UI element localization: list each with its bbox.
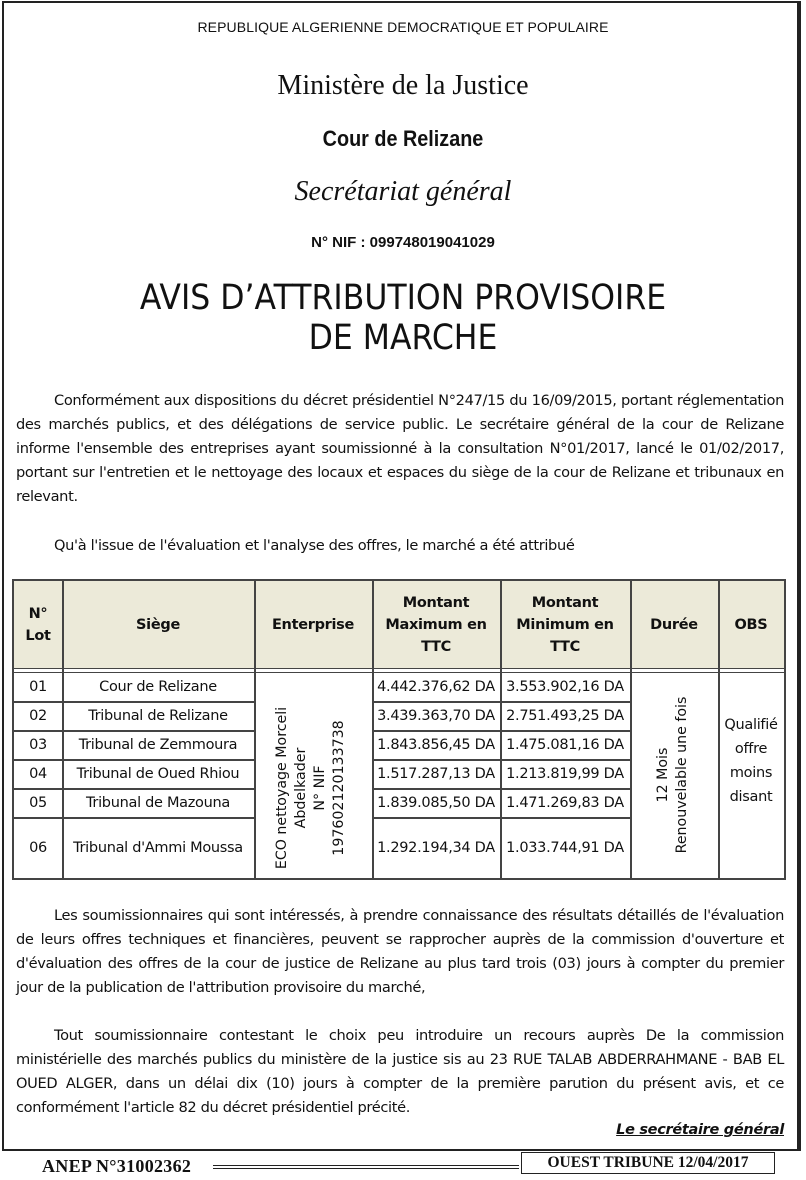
intro-paragraph: Conformément aux dispositions du décret présidentiel N°247/15 du 16/09/2015, portant réglementation des marchés publics, et des délégations de service public. Le secrétaire général de la cour de Relizane informe l'ensemble des entreprises ayant soumissionné à la consultation N°01/2017, lancé le 01/02/2017, portant sur l'entretien et le nettoyage des locaux et espaces du siège de la cour de Relizane et tribunaux en relevant. [16,392,784,505]
header-siege: Siège [136,616,180,633]
notice-title [40,278,765,358]
obs-line4: disant [729,789,773,805]
row-lot: 01 [29,679,47,695]
signature: Le secrétaire général [616,1122,784,1138]
header-lot-line1: N° [28,605,48,622]
row-min-amount: 1.471.269,83 DA [506,795,624,811]
header-min-amount [500,581,630,668]
row-siege: Tribunal de Oued Rhiou [76,766,240,782]
row-max-amount: 1.517.287,13 DA [377,766,495,782]
header-enterprise: Enterprise [271,616,355,633]
enterprise-line2: Abdelkader [293,747,309,829]
row-lot: 06 [29,840,47,856]
duree-cell [654,675,694,875]
header-max-amount [372,581,500,668]
ministry-name: Ministère de la Justice [277,70,529,101]
header-lot [14,581,62,668]
appeal-paragraph: Tout soumissionnaire contestant le choix peu introduire un recours auprès De la commission ministérielle des marchés publics du ministère de la justice sis au 23 RUE TALAB ABDERRAHMANE - BAB EL OUED ALGER, dans un délai dix (10) jours à compter de la première parution du présent avis, et ce conformément l'article 82 du décret présidentiel précité. [16,1027,784,1116]
row-siege: Tribunal d'Ammi Moussa [73,840,243,856]
obs-line3: moins [729,765,773,781]
header-max-line1: Montant [402,594,470,611]
enterprise-cell [273,693,353,883]
footer-separator [213,1165,519,1169]
header-max-line2: Maximum en [385,616,487,633]
row-max-amount: 3.439.363,70 DA [377,708,495,724]
row-min-amount: 1.475.081,16 DA [506,737,624,753]
row-siege: Tribunal de Relizane [88,708,228,724]
row-min-amount: 1.033.744,91 DA [506,840,624,856]
duree-line1: 12 Mois [655,747,671,803]
duree-line2: Renouvelable une fois [674,696,690,854]
results-paragraph: Les soumissionnaires qui sont intéressés, à prendre connaissance des résultats détaillés de l'évaluation de leurs offres techniques et financières, peuvent se rapprocher auprès de la commission d'ouverture et d'évaluation des offres de la cour de justice de Relizane au plus tard trois (03) jours à compter du premier jour de la publication de l'attribution provisoire du marché, [16,907,784,996]
row-max-amount: 4.442.376,62 DA [377,679,495,695]
row-siege: Cour de Relizane [99,679,217,695]
enterprise-line3: N° NIF [312,765,328,811]
secretariat-title: Secrétariat général [294,176,512,207]
header-min-line2: Minimum en TTC [516,616,614,655]
row-min-amount: 2.751.493,25 DA [506,708,624,724]
row-lot: 05 [29,795,47,811]
header-max-line3: TTC [421,638,451,655]
row-lot: 02 [29,708,47,724]
enterprise-line1: ECO nettoyage Morceli [274,706,290,870]
header-obs: OBS [734,616,768,633]
newspaper-reference: OUEST TRIBUNE 12/04/2017 [521,1152,775,1174]
row-max-amount: 1.843.856,45 DA [377,737,495,753]
nif-number: N° NIF : 099748019041029 [311,234,495,251]
row-lot: 03 [29,737,47,753]
enterprise-line4: 197602120133738 [331,720,347,856]
row-max-amount: 1.292.194,34 DA [377,840,495,856]
row-lot: 04 [29,766,47,782]
row-min-amount: 1.213.819,99 DA [506,766,624,782]
row-siege: Tribunal de Zemmoura [78,737,238,753]
attribution-table [12,579,786,880]
attribution-paragraph: Qu'à l'issue de l'évaluation et l'analyse des offres, le marché a été attribué [54,537,575,554]
notice-title-line1: AVIS D’ATTRIBUTION PROVISOIRE [139,278,667,318]
header-lot-line2: Lot [25,627,51,644]
obs-line1: Qualifié [724,717,778,733]
anep-reference: ANEP N°31002362 [42,1156,192,1176]
header-duree: Durée [650,616,698,633]
obs-line2: offre [734,741,768,757]
obs-cell [718,711,784,811]
row-min-amount: 3.553.902,16 DA [506,679,624,695]
court-name: Cour de Relizane [322,126,484,151]
header-min-line1: Montant [531,594,599,611]
republic-banner: REPUBLIQUE ALGERIENNE DEMOCRATIQUE ET POPULAIRE [197,19,609,35]
notice-title-line2: DE MARCHE [308,318,498,358]
row-max-amount: 1.839.085,50 DA [377,795,495,811]
row-siege: Tribunal de Mazouna [85,795,230,811]
